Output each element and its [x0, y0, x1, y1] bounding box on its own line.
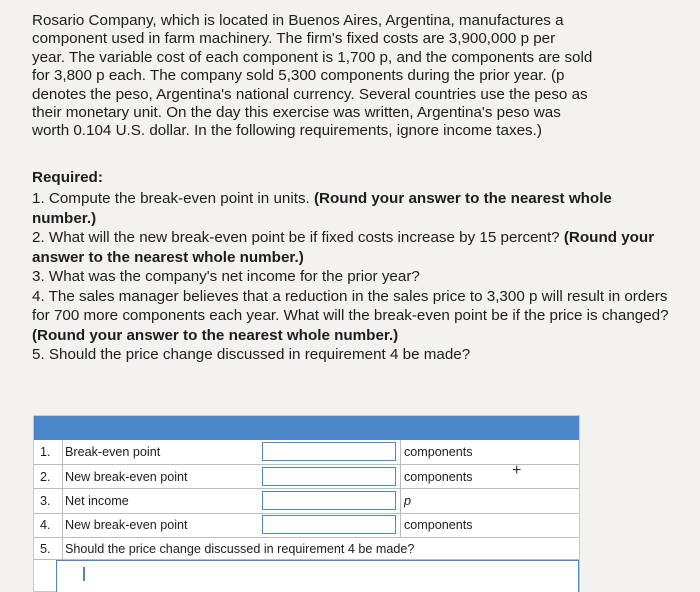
problem-line: their monetary unit. On the day this exercise was written, Argentina's peso was: [32, 104, 561, 122]
answer-row-4: [34, 513, 579, 537]
row-label: New break-even point: [62, 513, 188, 537]
plus-icon[interactable]: +: [512, 462, 522, 479]
problem-line: for 3,800 p each. The company sold 5,300 components during the prior year. (p: [32, 67, 565, 85]
answer-table-header: [34, 416, 579, 440]
problem-line: denotes the peso, Argentina's national currency. Several countries use the peso as: [32, 85, 588, 103]
new-price-break-even-input[interactable]: [262, 515, 396, 534]
row-number: 2.: [40, 470, 51, 484]
requirement-2: 2. What will the new break-even point be if fixed costs increase by 15 percent? (Round your answer to the nearest whole number.): [32, 229, 655, 266]
answer-table: [33, 415, 580, 592]
row-label: Break-even point: [62, 440, 160, 464]
required-section: [32, 168, 672, 365]
answer-row-1: [34, 440, 579, 464]
requirement-4: 4. The sales manager believes that a reduction in the sales price to 3,300 p will result in orders for 700 more components each year. What will the break-even point be if the price is changed? (Round your answer to the nearest whole number.): [32, 287, 669, 344]
row-label: Net income: [62, 489, 129, 513]
row-number: 1.: [40, 445, 51, 459]
requirement-5: 5. Should the price change discussed in requirement 4 be made?: [32, 346, 471, 363]
net-income-input[interactable]: [262, 491, 396, 510]
requirement-1: 1. Compute the break-even point in units. (Round your answer to the nearest whole number.): [32, 190, 612, 227]
row-label: New break-even point: [62, 465, 188, 489]
row-unit: components: [400, 465, 473, 489]
row-number: 3.: [40, 494, 51, 508]
problem-line: component used in farm machinery. The firm's fixed costs are 3,900,000 p per: [32, 30, 556, 48]
price-change-answer-input[interactable]: [56, 560, 579, 592]
answer-row-2: [34, 465, 579, 489]
problem-line: Rosario Company, which is located in Buenos Aires, Argentina, manufactures a: [32, 12, 564, 29]
answer-row-5: [34, 537, 579, 561]
row-number: 4.: [40, 518, 51, 532]
row-label: Should the price change discussed in requirement 4 be made?: [62, 537, 414, 561]
problem-line: year. The variable cost of each component is 1,700 p, and the components are sold: [32, 48, 593, 66]
row-unit: components: [400, 440, 473, 464]
problem-line: worth 0.104 U.S. dollar. In the following requirements, ignore income taxes.): [32, 122, 542, 140]
new-break-even-input[interactable]: [262, 467, 396, 486]
text-cursor: [83, 567, 85, 581]
row-number: 5.: [40, 542, 51, 556]
row-unit: p: [400, 489, 411, 513]
row-unit: components: [400, 513, 473, 537]
break-even-input[interactable]: [262, 442, 396, 461]
answer-row-3: [34, 489, 579, 513]
problem-statement: [32, 12, 672, 141]
required-heading: Required:: [32, 169, 103, 186]
requirement-3: 3. What was the company's net income for the prior year?: [32, 268, 420, 285]
